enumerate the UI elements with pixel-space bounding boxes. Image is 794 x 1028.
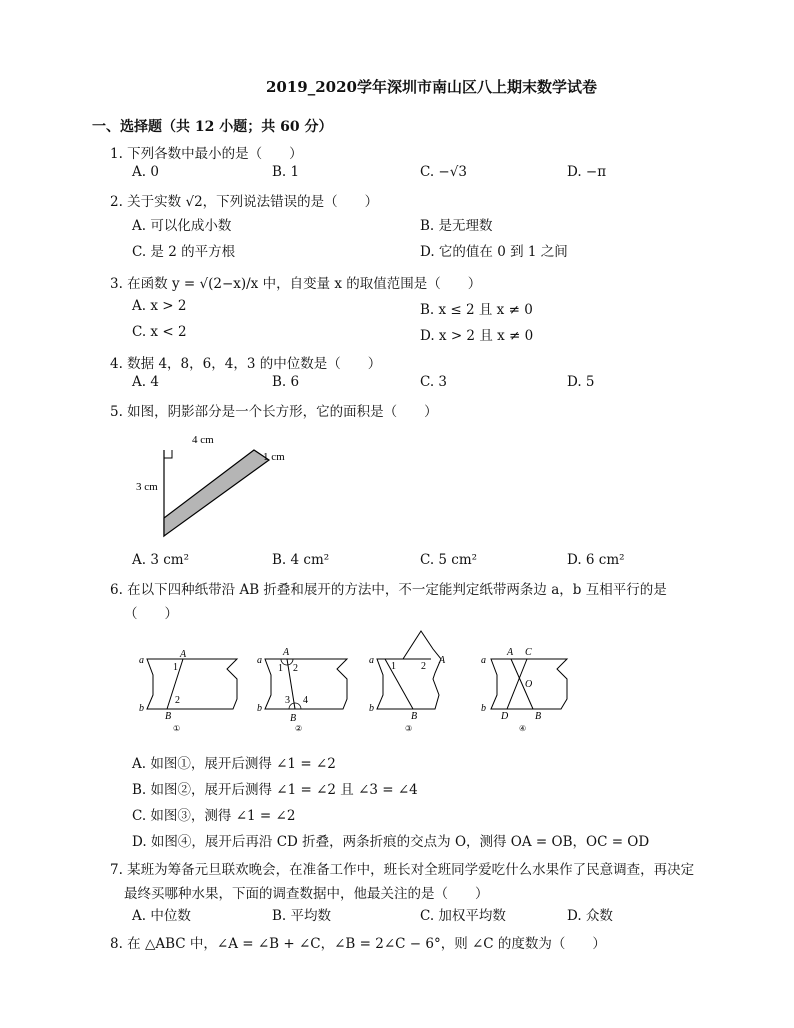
- svg-text:C: C: [525, 647, 532, 658]
- q6-figure-4: [481, 647, 567, 733]
- q5-label-top: 4 cm: [192, 434, 214, 446]
- svg-text:1: 1: [391, 661, 396, 672]
- svg-text:4: 4: [303, 695, 308, 706]
- q2-option-b: B. 是无理数: [420, 218, 493, 234]
- q1-option-a: A. 0: [132, 164, 159, 180]
- question-5-stem: 5. 如图，阴影部分是一个长方形，它的面积是（ ）: [110, 404, 438, 420]
- q6-figure-2: [257, 647, 347, 733]
- svg-text:A: A: [180, 649, 187, 660]
- q4-option-b: B. 6: [272, 374, 300, 390]
- svg-text:2: 2: [293, 663, 298, 674]
- q2-option-a: A. 可以化成小数: [132, 218, 232, 234]
- q6-option-a: A. 如图①，展开后测得 ∠1 = ∠2: [132, 756, 336, 772]
- q1-option-b: B. 1: [272, 164, 300, 180]
- question-7-stem-line2: 最终买哪种水果，下面的调查数据中，他最关注的是（ ）: [124, 886, 489, 902]
- q1-option-c: C. −√3: [420, 164, 467, 180]
- svg-text:a: a: [257, 655, 262, 666]
- svg-text:B: B: [411, 711, 418, 722]
- q3-option-a: A. x > 2: [132, 298, 187, 314]
- svg-text:b: b: [257, 703, 262, 714]
- svg-text:B: B: [165, 711, 172, 722]
- svg-text:A: A: [283, 647, 290, 658]
- svg-text:B: B: [535, 711, 542, 722]
- q5-figure: [130, 428, 300, 548]
- q5-option-a: A. 3 cm²: [132, 552, 189, 568]
- question-1-stem: 1. 下列各数中最小的是（ ）: [110, 146, 303, 162]
- q7-option-d: D. 众数: [567, 908, 613, 924]
- q6-figure-3: [369, 631, 446, 733]
- svg-text:B: B: [290, 713, 297, 724]
- q5-option-d: D. 6 cm²: [567, 552, 625, 568]
- q3-option-d: D. x > 2 且 x ≠ 0: [420, 328, 534, 344]
- q5-right-angle-mark: [164, 450, 172, 458]
- q3-option-b: B. x ≤ 2 且 x ≠ 0: [420, 302, 533, 318]
- q6-option-b: B. 如图②，展开后测得 ∠1 = ∠2 且 ∠3 = ∠4: [132, 782, 418, 798]
- q7-option-a: A. 中位数: [132, 908, 191, 924]
- svg-text:b: b: [481, 703, 486, 714]
- svg-text:a: a: [481, 655, 486, 666]
- q2-option-c: C. 是 2 的平方根: [132, 244, 236, 260]
- q5-label-left: 3 cm: [136, 481, 158, 493]
- q3-option-c: C. x < 2: [132, 324, 187, 340]
- q4-option-d: D. 5: [567, 374, 595, 390]
- q4-option-a: A. 4: [132, 374, 159, 390]
- svg-text:b: b: [139, 703, 144, 714]
- svg-text:2: 2: [175, 695, 180, 706]
- svg-text:1: 1: [278, 663, 283, 674]
- q6-figure-1: [139, 649, 237, 733]
- q4-option-c: C. 3: [420, 374, 448, 390]
- q1-option-d: D. −π: [567, 164, 607, 180]
- svg-text:a: a: [139, 655, 144, 666]
- svg-text:1: 1: [173, 662, 178, 673]
- q5-option-b: B. 4 cm²: [272, 552, 330, 568]
- question-2-stem: 2. 关于实数 √2，下列说法错误的是（ ）: [110, 194, 379, 210]
- question-7-stem-line1: 7. 某班为筹备元旦联欢晚会，在准备工作中，班长对全班同学爱吃什么水果作了民意调查，再决定: [110, 862, 695, 878]
- q7-option-b: B. 平均数: [272, 908, 332, 924]
- question-8-stem: 8. 在 △ABC 中，∠A = ∠B + ∠C，∠B = 2∠C − 6°，则 ∠C 的度数为（ ）: [110, 936, 606, 952]
- svg-text:①: ①: [173, 724, 181, 733]
- svg-text:b: b: [369, 703, 374, 714]
- q6-figures: [135, 625, 575, 735]
- q2-option-d: D. 它的值在 0 到 1 之间: [420, 244, 568, 260]
- svg-text:a: a: [369, 655, 374, 666]
- svg-text:③: ③: [405, 724, 413, 733]
- question-3-stem: 3. 在函数 y = √(2−x)/x 中，自变量 x 的取值范围是（ ）: [110, 276, 482, 292]
- svg-text:A: A: [439, 655, 446, 666]
- q5-shaded-rectangle: [164, 450, 269, 536]
- svg-text:O: O: [525, 679, 533, 690]
- q5-label-right: 1 cm: [263, 451, 285, 463]
- svg-text:A: A: [507, 647, 514, 658]
- q7-option-c: C. 加权平均数: [420, 908, 506, 924]
- svg-text:②: ②: [295, 724, 303, 733]
- svg-text:D: D: [501, 711, 509, 722]
- q5-option-c: C. 5 cm²: [420, 552, 478, 568]
- page-title: 2019_2020学年深圳市南山区八上期末数学试卷: [266, 78, 597, 96]
- svg-text:3: 3: [285, 695, 290, 706]
- svg-text:2: 2: [421, 661, 426, 672]
- q6-option-c: C. 如图③，测得 ∠1 = ∠2: [132, 808, 296, 824]
- q6-option-d: D. 如图④，展开后再沿 CD 折叠，两条折痕的交点为 O，测得 OA = OB，OC = OD: [132, 834, 650, 850]
- svg-text:④: ④: [519, 724, 527, 733]
- question-4-stem: 4. 数据 4，8，6，4，3 的中位数是（ ）: [110, 356, 382, 372]
- section-heading: 一、选择题（共 12 小题；共 60 分）: [92, 119, 333, 135]
- question-6-stem-line1: 6. 在以下四种纸带沿 AB 折叠和展开的方法中，不一定能判定纸带两条边 a，b 互相平行的是: [110, 582, 667, 598]
- question-6-stem-line2: （ ）: [124, 606, 178, 622]
